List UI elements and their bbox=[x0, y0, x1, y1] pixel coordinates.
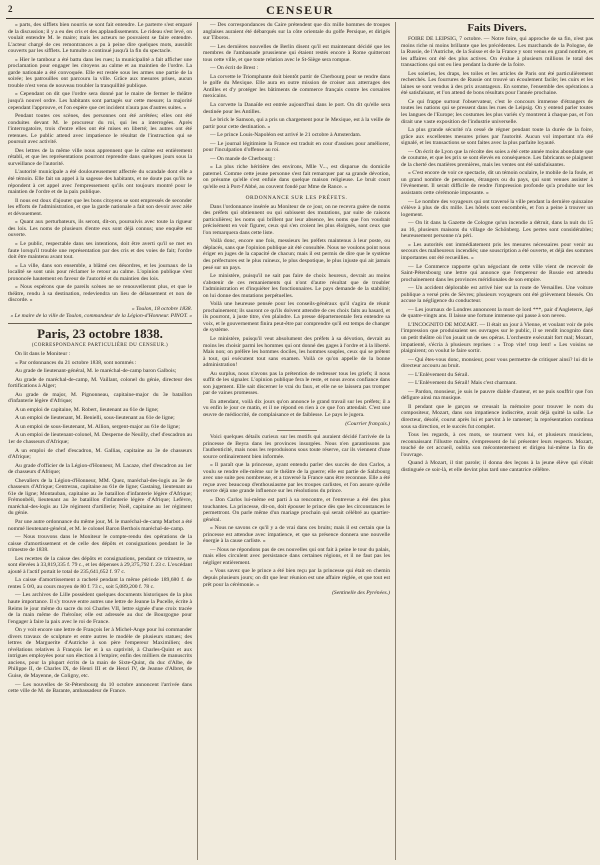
paragraph: Chevaliers de la Légion-d'Honneur, MM. Quez, maréchal-des-logis au 3e de chasseurs d'Afrique; Centrerau, capitaine au 61e de ligne; Gastaing, lieutenant au 61e de ligne; Montauban, capitaine au 3e bataillon d'infanterie légère d'Afrique; Frémonbéli, lieutenant au 3e bataillon d'infanterie légère d'Afrique; Lefèvre, maréchal-des-logis au 12e régiment d'artillerie; Noël, capitaine au 1er régiment du génie. bbox=[8, 477, 192, 517]
paragraph: » La ville, dans son ensemble, a blâmé ces désordres, et les journaux de la localité se sont unis pour réclamer le retour au calme. L'opinion publique s'est prononcée hautement en faveur de l'autorité et du maintien des lois. bbox=[8, 262, 192, 282]
paragraph: Voilà une heureuse pensée pour les conseils-généraux qu'il s'agira de réunir prochainement; ils sauront ce qu'ils doivent attendre de ces choix faits au hasard, et ils pourront, à juste titre, s'en plaindre. La presse départementale fera entendre sa voix, et le gouvernement finira peut-être par comprendre qu'il est temps de changer de système. bbox=[203, 301, 390, 334]
paragraph: Le brick le Samson, qui a pris un chargement pour le Mexique, est à la veille de partir pour cette destination. » bbox=[203, 117, 390, 130]
source-attribution: (Courrier français.) bbox=[345, 420, 390, 427]
paragraph: A un emploi de sous-lieutenant, M. Allion, sergent-major au 61e de ligne; bbox=[15, 423, 180, 430]
paragraph: Les soieries, les draps, les toiles et les articles de Paris ont été particulièrement recherchés. Les fourrures de Russie ont trouvé un écoulement facile; les cuirs et les laines se sont vendus à des prix avantageux. En somme, l'ensemble des opérations a été satisfaisant, et l'on attend de bons résultats pour l'année prochaine. bbox=[401, 70, 593, 97]
paragraph: — Le nombre des voyageurs qui ont traversé la ville pendant la dernière quinzaine s'élève à plus de dix mille. Les hôtels sont encombrés, et l'on a peine à trouver un logement. bbox=[401, 198, 593, 218]
paragraph: » Quant aux perturbateurs, ils seront, dit-on, poursuivis avec toute la rigueur des lois. Les noms de plusieurs d'entre eux sont déjà connus; une enquête est ouverte. bbox=[8, 219, 192, 239]
dateline-subtitle: (CORRESPONDANCE PARTICULIÈRE DU CENSEUR.) bbox=[31, 342, 169, 348]
paragraph: Le ministère, puisqu'il veut absolument des préfets à sa dévotion, devrait au moins les choisir parmi les hommes qui ont donné des gages à l'ordre et à la liberté. Mais non; on préfère les hommes dociles, les hommes souples, ceux qui se prêtent à tout, qui exécutent tout sans examen. Voilà ce qu'on appelle de la bonne administration! bbox=[203, 335, 390, 369]
paragraph: « Nous ne savons ce qu'il y a de vrai dans ces bruits; mais il est certain que la princesse est attendue avec impatience, et que sa présence donnera une nouvelle énergie à la cause carliste. » bbox=[203, 525, 390, 545]
divider bbox=[277, 430, 317, 431]
paragraph: » Nous espérons que de pareils scènes ne se renouvelleront plus, et que le théâtre, rendu à sa destination, redeviendra un lieu de délassement et non de discorde. » bbox=[8, 284, 192, 304]
paragraph: La plus grande sécurité n'a cessé de régner pendant toute la durée de la foire, grâce aux excellentes mesures prises par l'autorité. Aucun vol important n'a été signalé, et les transactions se sont faites avec la plus parfaite loyauté. bbox=[401, 127, 593, 147]
paragraph: Au surplus, nous n'avons pas la prétention de redresser tous les griefs; il nous suffit de les signaler. L'opinion publique fera le reste, et nous avons confiance dans son jugement. Elle sait discerner le vrai du faux, et elle ne se laissera pas tromper par de vaines promesses. bbox=[203, 370, 390, 397]
paragraph: — Les journaux de Londres annoncent la mort de lord ***, pair d'Angleterre, âgé de quatre-vingts ans. Il laisse une fortune immense qui passe à son neveu. bbox=[401, 306, 593, 320]
section-subheading: ORDONNANCE SUR LES PRÉFETS. bbox=[245, 194, 348, 201]
paragraph: Le ministère, puisqu'il ne sait pas faire de choix heureux, devrait au moins s'abstenir de ces remaniements qui n'ont d'autre résultat que de troubler l'administration et d'inquiéter les fonctionnaires. Le pays demande de la stabilité; on lui donne des mutations perpétuelles. bbox=[203, 273, 390, 299]
paragraph: » Hier le tambour a été battu dans les rues; la municipalité a fait afficher une proclamation pour engager les citoyens au calme et au maintien de l'ordre. La garde nationale a été convoquée. Elle est restée sous les armes une partie de la soirée; les patrouilles ont parcouru la ville. Grâce aux mesures prises, aucun trouble n'est venu de nouveau troubler la tranquillité publique. bbox=[8, 56, 192, 89]
paragraph: A un emploi de chef d'escadron, M. Gallias, capitaine au 3e de chasseurs d'Afrique; bbox=[8, 447, 192, 461]
paragraph: Quand à Mozart, il tint parole; il donna des leçons à la jeune élève qui s'était distinguée ce soir-là, et elle devint plus tard une cantatrice célèbre. bbox=[401, 460, 593, 473]
section-heading: Faits Divers. bbox=[467, 22, 527, 34]
source-attribution: (Sentinelle des Pyrénées.) bbox=[332, 590, 390, 597]
paragraph: — Les nouvelles de St-Pétersbourg du 10 octobre annoncent l'arrivée dans cette ville de M. de Barante, ambassadeur de France. bbox=[8, 681, 192, 695]
paragraph: — Pardon, monsieur, je suis le pauvre diable d'auteur, et ne puis souffrir que l'on défigure ainsi ma musique. bbox=[401, 388, 593, 402]
paragraph: — On lit dans la Gazette de Cologne qu'un incendie a détruit, dans la nuit du 15 au 16, plusieurs maisons du village de Schönberg. Les pertes sont considérables; heureusement personne n'a péri. bbox=[401, 220, 593, 240]
newspaper-title: CENSEUR bbox=[266, 3, 334, 17]
paragraph: L'INCOGNITO DE MOZART. — Il était un jour à Vienne, et voulant voir de près l'impression que produisaient ses ouvrages sur le public, il se rendit incognito dans un petit théâtre où l'on jouait un de ses opéras. L'orchestre exécutait fort mal; Mozart, impatienté, s'écria à plusieurs reprises : « Trop vite! trop lent! » Les voisins se plaignirent; on voulut le faire sortir. bbox=[401, 321, 593, 355]
paragraph: Au grade de major, M. Pignonneau, capitaine-major du 3e bataillon d'infanterie légère d'Afrique; bbox=[8, 391, 192, 405]
paragraph: L'autorité municipale a été douloureusement affectée du scandale dont elle a été témoin. Elle fait un appel à la sagesse des habitants, et ne doute pas qu'ils ne répondent à cet appel avec l'empressement qu'ils ont toujours montré pour le maintien de l'ordre et de la paix publique. bbox=[8, 169, 192, 196]
paragraph: Il pendant que le garçon se creusait la mémoire pour trouver le nom du compositeur, Mozart, dans son impatience indiscrète, avait déjà quitté la salle. Le directeur, désolé, courut après lui et parvint à le ramener; la représentation continua sous sa direction, et le succès fut complet. bbox=[401, 403, 593, 430]
paragraph: — Des correspondances du Caire prétendent que dix mille hommes de troupes anglaises auraient été débarqués sur la côte orientale du golfe Persique, et dirigés sur Tiboros. bbox=[203, 22, 390, 42]
paragraph: » Cependant on dit que l'ordre sera donné par le maire de fermer le théâtre jusqu'à nouvel ordre. Les habitants sont partagés sur cette mesure; la majorité cependant l'approuve, et l'on espère que cet incident n'aura pas d'autres suites. » bbox=[8, 91, 192, 111]
paragraph: Au grade de maréchal-de-camp, M. Vaillant, colonel du génie, directeur des fortifications à Alger; bbox=[8, 376, 192, 390]
paragraph: A un emploi de capitaine, M. Robert, lieutenant au 61e de ligne; bbox=[15, 406, 159, 413]
paragraph: Ce qui frappe surtout l'observateur, c'est le concours immense d'étrangers de toutes les nations qui se pressent dans les rues de Leipsig. On y entend parler toutes les langues de l'Europe; les costumes les plus variés s'y montrent à chaque pas, et l'on dirait une vaste exposition de l'industrie universelle. bbox=[401, 98, 593, 125]
paragraph: — On écrit de Brest : bbox=[210, 65, 259, 72]
paragraph: Des lettres de la même ville nous apprennent que le calme est entièrement rétabli, et que les représentations pourront reprendre dans quelques jours sous la surveillance de l'autorité. bbox=[8, 147, 192, 167]
paragraph: — Le prince Louis-Napoléon est arrivé le 21 octobre à Amsterdam. bbox=[210, 132, 362, 139]
paragraph: — L'Enlèvement du Sérail! Mais c'est charmant. bbox=[408, 380, 517, 387]
paragraph: — Nous trouvons dans le Moniteur le compte-rendu des opérations de la caisse d'amortissement et de celle des dépôts et consignations pendant le 3e trimestre de 1838. bbox=[8, 534, 192, 554]
column-rule bbox=[197, 22, 198, 860]
paragraph: Par une autre ordonnance du même jour, M. le maréchal-de-camp Marbot a été nommé lieutenant-général, et M. le colonel Baron Berthois maréchal-de-camp. bbox=[8, 519, 192, 532]
paragraph: » parts, des sifflets bien nourris se sont fait entendre. Le parterre s'est emparé de la discussion; il y a eu des cris et des applaudissements. Le rideau s'est levé, on voulait entendre M. le maire; mais les acteurs ne pouvaient se faire entendre. L'acteur chargé de ces remontrances a pu à peine dire quelques mots, aussitôt couverts par les sifflets. Le tumulte a continué jusqu'à la fin du spectacle. bbox=[8, 22, 192, 55]
column-rule bbox=[395, 22, 396, 860]
paragraph: Au grade d'officier de la Légion-d'Honneur, M. Lacaze, chef d'escadron au 1er de chasseurs d'Afrique; bbox=[8, 462, 192, 476]
paragraph: Dans l'ordonnance insérée au Moniteur de ce jour, on ne recevra guère de noms des préfets qui obtiennent ou qui subissent des mutations, par suite de raisons particulières; les noms qui brillent par leur absence, les noms que l'on voudrait précisément en voir figurer, ceux qui s'en croient les plus éloignés, sont ceux que l'on remarquera dans cette liste. bbox=[203, 203, 390, 236]
article-signature: » Toulon, 18 octobre 1838. bbox=[131, 305, 192, 312]
paragraph: « La plus riche héritière des environs, Mlle V..., est disparue du domicile paternel. Comme cette jeune personne s'est fait remarquer par sa grande dévotion, on présume qu'elle s'est enfuie dans quelque maison religieuse. Le bruit court qu'elle est à Port-l'Abbé, au couvent fondé par Mme de Rance. » bbox=[203, 164, 390, 191]
paragraph: « Vous savez que le prince a été bien reçu par la princesse qui était en chemin depuis plusieurs jours; on dit que leur réunion est une affaire réglée, et que tout est prêt pour la cérémonie. » bbox=[203, 568, 390, 588]
paragraph: — On écrit de Lyon que la récolte des soies a été cette année moins abondante que de coutume, et que les prix se sont élevés en conséquence. Les fabricants se plaignent de la cherté des matières premières, mais les ventes ont été satisfaisantes. bbox=[401, 148, 593, 168]
paragraph: — Nous ne répondons pas de ces nouvelles qui ont fait à peine le tour du palais, mais elles circulent avec persistance dans certaines régions, et il ne faut pas les négliger entièrement. bbox=[203, 546, 390, 566]
dateline: Paris, 23 octobre 1838. bbox=[8, 323, 192, 342]
paragraph: On lit dans le Moniteur : bbox=[15, 350, 71, 357]
paragraph: Tous les regards, à ces mots, se tournent vers lui, et plusieurs musiciens, reconnaissant l'illustre maître, s'empressent de lui présenter leurs respects. Mozart, touché de cet accueil, oublia son mécontentement et dirigea lui-même la fin de l'ouvrage. bbox=[401, 432, 593, 458]
paragraph: « C'est encore de voir ce spectacle, dit un témoin oculaire, le mobile de la foule, et un grand nombre de personnes, étrangers ou du pays, qui sont venues assister à l'événement. Il serait difficile de rendre l'impression profonde qu'a produite sur les assistants cette cérémonie imposante. » bbox=[401, 170, 593, 197]
paragraph: — Les dernières nouvelles de Berlin disent qu'il est maintenant décidé que les membres de l'ambassade prussienne qui étaient restés encore à Rome quitteront tous cette ville, et que toute relation avec le St-Siège sera rompue. bbox=[203, 43, 390, 63]
paragraph: « Il paraît que la princesse, ayant entendu parler des succès de don Carlos, a voulu se rendre elle-même sur le théâtre de la guerre; elle est partie de Salzbourg avec une suite peu nombreuse, et a traversé la France sans être reconnue. Elle a été reçue avec beaucoup d'enthousiasme par les troupes carlistes, et l'on assure qu'elle exerce déjà une grande influence sur les résolutions du prince. bbox=[203, 462, 390, 495]
paragraph: — L'Enlèvement du Sérail. bbox=[408, 371, 469, 378]
paragraph: Voici quelques détails curieux sur les motifs qui auraient décidé l'arrivée de la princesse de Beyra dans les provinces insurgées. Nous n'en garantissons pas l'authenticité, mais nous les reproduisons sous toute réserve, car ils viennent d'une source ordinairement bien informée. bbox=[203, 434, 390, 460]
paragraph: La caisse d'amortissement a racheté pendant la même période 189,680 f. de rentes 5 0/0, au cours moyen de 80 f. 73 c., soit 5,089,200 f. 78 c. bbox=[8, 577, 192, 590]
paragraph: FOIRE DE LEIPSIG, 7 octobre. — Notre foire, qui approche de sa fin, n'est pas moins riche ni moins brillante que les précédentes. Les marchands de la Pologne, de la Russie, de l'Autriche, de la Suisse et de la France y sont venus en grand nombre, et les affaires ont été des plus actives. On évalue à plusieurs millions le total des transactions qui ont eu lieu pendant la durée de la foire. bbox=[401, 36, 593, 69]
paragraph: La corvette la Danaïde est entrée aujourd'hui dans le port. On dit qu'elle sera destinée pour les Antilles. bbox=[203, 102, 390, 115]
article-signature-title: » Le maire de la ville de Toulon, commandeur de la Légion-d'Honneur. PINOT. » bbox=[10, 313, 192, 320]
page-number: 2 bbox=[8, 4, 13, 14]
paragraph: Voilà donc, encore une fois, messieurs les préfets maintenus à leur poste, ou déplacés, sans que l'opinion publique ait été consultée. Nous ne voulons point nous ériger en juges de la capacité de chacun; mais il est permis de dire que le système des préfectures est le plus ruineux, le plus despotique, le plus injuste qui ait jamais pesé sur un pays. bbox=[203, 238, 390, 271]
paragraph: — Le journal légitimiste la France est traduit en cour d'assises pour améliorer, pour l'inculpation d'offense au roi. bbox=[203, 140, 390, 154]
paragraph: Pendant toutes ces scènes, des personnes ont été arrêtées; elles ont été conduites devant M. le procureur du roi, qui les a interrogées. Après l'interrogatoire, trois d'entre elles ont été mises en liberté; les autres ont été retenues. Le public attend avec impatience le résultat de l'instruction qui se poursuit avec activité. bbox=[8, 113, 192, 146]
paragraph: On y voit encore une lettre de François Ier à Michel-Ange pour lui commander divers travaux de sculpture et entre autres le modèle de plusieurs statues; des lettres de Marguerite d'Autriche à son père l'empereur Maximilien; des révélations relatives à François Ier et à sa captivité, à Charles-Quint et aux intrigues employées pour son élection à l'empire; enfin des milliers de manuscrits anciens, pour la plupart écrits de la main de Sixte-Quint, du duc d'Albe, de Philippe II, de Charles IX, de Henri III et de Henri IV, de Jeanne d'Albret, de Guise, de Mayenne, de Coligny, etc. bbox=[8, 627, 192, 680]
paragraph: La corvette le Triomphante doit bientôt partir de Cherbourg pour se rendre dans le golfe du Mexique. Elle aura en outre mission de croiser aux atterrages des Antilles et d'y protéger les bâtiments de commerce français contre les corsaires mexicains. bbox=[203, 73, 390, 100]
column-1 bbox=[8, 22, 192, 860]
paragraph: En attendant, voilà dix jours qu'on annonce le grand travail sur les préfets; il a vu enfin le jour ce matin, et il ne répond en rien à ce que l'on attendait. C'est une œuvre de médiocrité, de complaisance et de faiblesse. Le pays le jugera. bbox=[203, 398, 390, 418]
column-2 bbox=[203, 22, 390, 860]
paragraph: Les recettes de la caisse des dépôts et consignations, pendant ce trimestre, se sont élevées à 33,819,335 f. 79 c., et les dépenses à 29,375,792 f. 23 c. L'excédant ajouté à l'actif portait le total de 235,641,652 f. 97 c. bbox=[8, 555, 192, 575]
paragraph: « Les autorités ont immédiatement pris les mesures nécessaires pour venir au secours des malheureux incendiés; une souscription a été ouverte, et déjà des sommes importantes ont été recueillies. » bbox=[401, 241, 593, 261]
paragraph: » Le public, respectable dans ses intentions, doit être averti qu'il se met en faute lorsqu'il trouble une représentation par des cris et des voies de fait; l'ordre doit être maintenu avant tout. bbox=[8, 240, 192, 261]
paragraph: A un emploi de lieutenant, M. Benielli, sous-lieutenant au 61e de ligne; bbox=[15, 415, 175, 422]
paragraph: — Un accident déplorable est arrivé hier sur la route de Versailles. Une voiture publique a versé près de Sèvres; plusieurs voyageurs ont été grièvement blessés. On accuse la négligence du conducteur. bbox=[401, 285, 593, 305]
paragraph: Au grade de lieutenant-général, M. le maréchal-de-camp baron Galbois; bbox=[15, 368, 177, 375]
paragraph: A un emploi de lieutenant-colonel, M. Desperne de Neuilly, chef d'escadron au 1er de chasseurs d'Afrique; bbox=[8, 432, 192, 445]
paragraph: « Par ordonnances du 21 octobre 1838, sont nommés : bbox=[15, 359, 137, 366]
paragraph: — Le Commerce rapporte qu'un négociant de cette ville vient de recevoir de Saint-Pétersbourg une lettre qui annonce que l'empereur de Russie est attendu prochainement dans les provinces méridionales de son empire. bbox=[401, 263, 593, 283]
column-3 bbox=[401, 22, 593, 860]
masthead bbox=[6, 4, 594, 19]
paragraph: — Qui êtes-vous donc, monsieur, pour vous permettre de critiquer ainsi? lui dit le directeur accouru au bruit. bbox=[401, 356, 593, 370]
paragraph: — Les archives de Lille possèdent quelques documents historiques de la plus haute importance. Il s'y trouve entre autres une lettre de Jeanne la Pucelle, écrite à Reims le jour même du sacre du roi Charles VII, lettre signée d'une croix tracée de la main même de l'héroïne; elle est adressée au duc de Bourgogne pour l'engager à faire la paix avec le roi de France. bbox=[8, 592, 192, 625]
paragraph: — On mande de Cherbourg : bbox=[210, 155, 275, 162]
paragraph: « Don Carlos lui-même est parti à sa rencontre, et l'entrevue a été des plus touchantes. La princesse, dit-on, doit épouser le prince dès que les circonstances le permettront. On parle même d'un mariage prochain qui serait célébré au quartier-général. bbox=[203, 497, 390, 523]
paragraph: Il nous est doux d'ajouter que les bons citoyens se sont empressés de seconder les efforts de l'administration, et que la garde nationale a fait son devoir avec zèle et dévouement. bbox=[8, 197, 192, 217]
